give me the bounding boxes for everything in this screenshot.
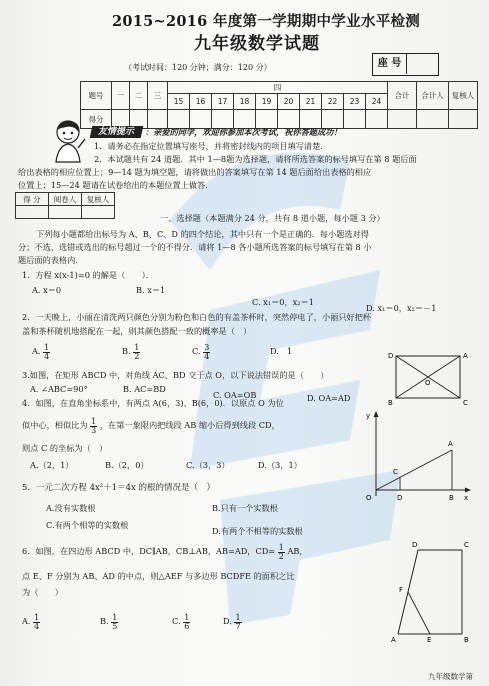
- score-cell[interactable]: [148, 110, 168, 129]
- col-24: 24: [366, 94, 388, 110]
- col-total: 合计: [388, 82, 417, 110]
- quad-label-f: F: [399, 586, 404, 594]
- col-reviewer: 复核人: [449, 82, 478, 110]
- q2-option-a: A. $\frac{1}{4}$: [32, 342, 50, 361]
- rect-label-c: C: [463, 399, 468, 407]
- row-label-question: 题号: [81, 82, 112, 110]
- q1-option-c: C. x₁＝0，x₂＝1: [252, 297, 314, 307]
- grader-reviewer-cell[interactable]: [82, 206, 115, 219]
- q6-d-fraction: $\frac{1}{7}$: [235, 612, 241, 631]
- col-22: 22: [322, 94, 344, 110]
- q1-stem: 1．方程 x(x-1)=0 的解是（ ）．: [22, 270, 154, 280]
- grader-label-marker: 阅卷人: [49, 193, 82, 206]
- section1-title: 一、选择题（本题满分 24 分，共有 8 道小题，每小题 3 分）: [160, 213, 385, 223]
- col-19: 19: [256, 94, 278, 110]
- q2-option-d: D. 1: [270, 346, 293, 356]
- q6-c-fraction: $\frac{1}{6}$: [184, 612, 190, 631]
- q5-option-d: D.有两个不相等的实数根: [212, 526, 303, 536]
- score-cell[interactable]: [344, 110, 366, 129]
- tips-item-2: 2．本试题共有 24 道题．其中 1—8题为选择题，请将所选答案的标号填写在第 8 题后面: [94, 154, 417, 164]
- q3-option-c: C. OA=OB: [213, 390, 257, 400]
- q4-option-b: B.（2，0）: [105, 460, 149, 470]
- q6-a-fraction: $\frac{1}{4}$: [34, 612, 40, 631]
- rect-label-d: A: [463, 352, 468, 360]
- tips-badge: 友情提示: [90, 126, 144, 138]
- section1-instr-2: 分；不选、选错或选出的标号超过一个的不得分．请将 1—8 各小题所选答案的标号填写在第 8 小: [18, 242, 372, 252]
- q4-option-d: D.（3，1）: [258, 460, 302, 470]
- coord-label-a: A: [448, 440, 453, 448]
- q2-option-c: C. $\frac{3}{4}$: [192, 342, 210, 361]
- tips-item-1: 1．请务必在指定位置填写座号，并将密封线内的项目填写清楚．: [94, 141, 329, 151]
- q4-option-c: C.（3，3）: [186, 460, 230, 470]
- section1-instr-1: 下列每小题都给出标号为 A、B、C、D 的四个结论，其中只有一个是正确的．每小题选对得: [36, 229, 369, 239]
- q1-option-d: D. x₁＝0，x₂＝－1: [366, 303, 437, 313]
- footer: 九年级数学第: [428, 672, 473, 681]
- grader-label-reviewer: 复核人: [82, 193, 115, 206]
- q4-stem-2: 似中心，相似比为 $\frac{1}{3}$ ，在第一象限内把线段 AB 缩小后得到线段 CD，: [22, 416, 280, 435]
- coord-label-c: C: [393, 468, 398, 476]
- student-cartoon-icon: [48, 118, 88, 164]
- col-23: 23: [344, 94, 366, 110]
- grader-score-cell[interactable]: [16, 206, 49, 219]
- q6-option-a: A. $\frac{1}{4}$: [22, 612, 40, 631]
- col-15: 15: [168, 94, 190, 110]
- grader-marker-cell[interactable]: [49, 206, 82, 219]
- col-3: 三: [148, 82, 168, 110]
- q6-stem-2: 点 E、F 分别为 AB、AD 的中点，则△AEF 与多边形 BCDFE 的面积之比: [22, 571, 295, 581]
- q6-cd-fraction: $\frac{1}{2}$: [278, 542, 284, 561]
- score-cell[interactable]: [212, 110, 234, 129]
- q5-option-c: C.有两个相等的实数根: [46, 520, 129, 530]
- q3-stem: 3.如图，在矩形 ABCD 中，对角线 AC、BD 交于点 O，以下说法错误的是（ ）: [22, 370, 329, 380]
- col-16: 16: [190, 94, 212, 110]
- score-table: [80, 81, 478, 129]
- rectangle-figure: [386, 350, 476, 406]
- col-21: 21: [300, 94, 322, 110]
- score-cell[interactable]: [322, 110, 344, 129]
- quad-label-e: E: [427, 636, 432, 644]
- exam-subtitle: 九年级数学试题: [194, 34, 320, 54]
- col-group-4: 四: [168, 82, 388, 94]
- score-cell[interactable]: [366, 110, 388, 129]
- exam-info: （考试时间：120 分钟；满分：120 分）: [124, 63, 272, 72]
- seat-label: 座 号: [373, 54, 407, 74]
- score-cell[interactable]: [190, 110, 212, 129]
- q6-option-b: B. $\frac{1}{5}$: [100, 612, 118, 631]
- q2-stem-1: 2．一天晚上，小丽在清洗两只颜色分别为粉色和白色的有盖茶杯时，突然停电了，小丽只好把杯: [22, 312, 372, 322]
- q4-option-a: A.（2，1）: [30, 460, 74, 470]
- col-17: 17: [212, 94, 234, 110]
- quad-label-a: A: [391, 636, 396, 644]
- seat-number-box[interactable]: [372, 53, 439, 76]
- coord-label-b: B: [449, 494, 454, 502]
- q3-option-b: B. AC=BD: [123, 384, 166, 394]
- tips-greeting: ：亲爱的同学，欢迎你参加本次考试，祝你答题成功！: [145, 127, 342, 137]
- q6-stem-3: 为（ ）: [22, 587, 63, 597]
- q1-option-a: A. x＝0: [32, 285, 62, 295]
- grader-table: [15, 192, 115, 219]
- score-cell[interactable]: [449, 110, 478, 129]
- rect-label-b: B: [388, 399, 393, 407]
- score-cell[interactable]: [234, 110, 256, 129]
- tips-item-3: 给出表格的相应位置上；9—14 题为填空题，请将做出的答案填写在第 14 题后面给出表格的相应: [18, 167, 372, 177]
- q4-stem-1: 4．如图，在直角坐标系中，有两点 A(6，3)、B(6，0)．以原点 O 为位: [22, 398, 284, 408]
- score-cell[interactable]: [388, 110, 417, 129]
- coord-label-o: O: [366, 494, 372, 502]
- quad-label-d: D: [412, 541, 418, 549]
- coord-label-d: D: [397, 494, 403, 502]
- col-20: 20: [278, 94, 300, 110]
- q5-option-b: B.只有一个实数根: [212, 503, 278, 513]
- q6-stem-1: 6．如图，在四边形 ABCD 中，DC∥AB，CB⊥AB，AB=AD，CD= $\frac{1}{2}$ AB，: [22, 542, 308, 561]
- quadrilateral-figure: [388, 538, 478, 644]
- section1-instr-3: 题后面的表格内．: [18, 255, 84, 265]
- q6-b-fraction: $\frac{1}{5}$: [112, 612, 118, 631]
- grader-label-score: 得 分: [16, 193, 49, 206]
- q2-a-fraction: $\frac{1}{4}$: [44, 342, 50, 361]
- col-18: 18: [234, 94, 256, 110]
- q4-stem-3: 则点 C 的坐标为（ ）: [22, 443, 108, 453]
- exam-title: 2015~2016 年度第一学期期中学业水平检测: [112, 13, 421, 30]
- row-label-score: 得分: [81, 110, 112, 129]
- q2-stem-2: 盖和茶杯随机地搭配在一起，则其颜色搭配一致的概率是（ ）: [22, 326, 252, 336]
- score-cell[interactable]: [278, 110, 300, 129]
- col-total-person: 合计人: [417, 82, 449, 110]
- coord-label-x: x: [464, 494, 469, 502]
- rect-label-a: D: [388, 352, 394, 360]
- score-cell[interactable]: [300, 110, 322, 129]
- tips-item-4: 位置上；15—24 题请在试卷给出的本题位置上做答．: [18, 180, 214, 190]
- q5-stem: 5．一元二次方程 4x²＋1＝4x 的根的情况是（ ）: [22, 483, 216, 493]
- q3-option-a: A. ∠ABC=90°: [30, 384, 88, 394]
- score-cell[interactable]: [256, 110, 278, 129]
- coord-label-y: y: [366, 412, 371, 420]
- q3-option-d: D. OA=AD: [307, 393, 351, 403]
- col-1: 一: [112, 82, 130, 110]
- col-2: 二: [130, 82, 148, 110]
- q6-option-c: C. $\frac{1}{6}$: [172, 612, 190, 631]
- q4-ratio-fraction: $\frac{1}{3}$: [91, 416, 97, 435]
- score-cell[interactable]: [417, 110, 449, 129]
- q6-option-d: D. $\frac{1}{7}$: [223, 612, 241, 631]
- quad-label-c: C: [464, 541, 469, 549]
- q5-option-a: A.没有实数根: [46, 503, 96, 513]
- q1-option-b: B. x＝1: [136, 285, 166, 295]
- q2-b-fraction: $\frac{1}{2}$: [134, 342, 140, 361]
- q2-c-fraction: $\frac{3}{4}$: [204, 342, 210, 361]
- rect-label-o: O: [425, 379, 431, 387]
- q2-option-b: B. $\frac{1}{2}$: [122, 342, 140, 361]
- score-cell[interactable]: [168, 110, 190, 129]
- coordinate-figure: [362, 410, 472, 502]
- quad-label-b: B: [464, 636, 469, 644]
